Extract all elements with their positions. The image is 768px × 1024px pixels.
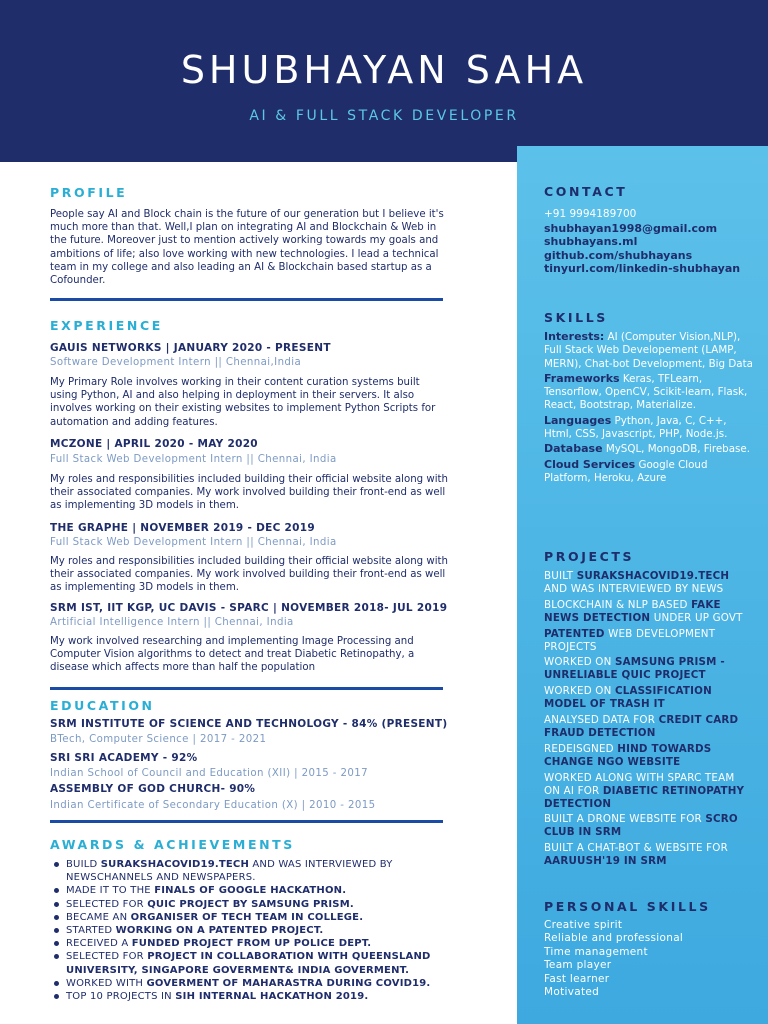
award-item: SELECTED FOR PROJECT IN COLLABORATION WITH QUEENSLAND UNIVERSITY, SINGAPORE GOVERMENT& INDIA GOVERMENT. xyxy=(50,950,450,976)
project-item: BUILT A CHAT-BOT & WEBSITE FOR AARUUSH'19 IN SRM xyxy=(544,842,728,868)
education-subtitle: Indian School of Council and Education (XII) | 2015 - 2017 xyxy=(50,768,368,779)
awards-heading: AWARDS & ACHIEVEMENTS xyxy=(50,837,295,852)
job-title: THE GRAPHE | NOVEMBER 2019 - DEC 2019 xyxy=(50,522,315,534)
job-title: GAUIS NETWORKS | JANUARY 2020 - PRESENT xyxy=(50,342,331,354)
job-description: My work involved researching and implementing Image Processing and Computer Vision algorithms to detect and treat Diabetic Retinopathy, a disease which affects more than half the population xyxy=(50,636,415,674)
divider xyxy=(50,298,443,301)
personal-skills-heading: PERSONAL SKILLS xyxy=(544,899,711,914)
profile-heading: PROFILE xyxy=(50,185,128,200)
profile-text: People say AI and Block chain is the future of our generation but I believe it's much more than that. Well,I plan on integrating AI and Blockchain & Web in the future. Moreover just to mention actively working towards my goals and ambitions of life; also love working with new technologies. I lead a technical team in my college and also leading an AI & Blockchain based startup as a Cofounder. xyxy=(50,209,444,287)
education-subtitle: Indian Certificate of Secondary Education (X) | 2010 - 2015 xyxy=(50,800,376,811)
projects-list xyxy=(544,570,754,871)
skills-heading: SKILLS xyxy=(544,310,608,325)
skill-group: Interests: AI (Computer Vision,NLP), Full Stack Web Developement (LAMP, MERN), Chat-bot Development, Big Data xyxy=(544,330,753,370)
personal-skill-item: Reliable and professional xyxy=(544,932,684,945)
contact-email[interactable]: shubhayan1998@gmail.com xyxy=(544,221,718,235)
skill-group: Frameworks Keras, TFLearn, Tensorflow, OpenCV, Scikit-learn, Flask, React, Bootstrap, Materialize. xyxy=(544,371,748,412)
job-title: MCZONE | APRIL 2020 - MAY 2020 xyxy=(50,438,258,450)
personal-skill-item: Team player xyxy=(544,959,612,972)
job-description: My Primary Role involves working in their content curation systems built using Python, AI and also helping in deployment in their servers. It also involves working on their existing websites to implement Python Scripts for automation and adding features. xyxy=(50,377,436,428)
job-title: SRM IST, IIT KGP, UC DAVIS - SPARC | NOVEMBER 2018- JUL 2019 xyxy=(50,602,448,614)
award-item: BECAME AN ORGANISER OF TECH TEAM IN COLLEGE. xyxy=(50,911,450,924)
personal-skills-list xyxy=(544,919,754,999)
personal-skill-item: Fast learner xyxy=(544,972,610,985)
award-item: RECEIVED A FUNDED PROJECT FROM UP POLICE DEPT. xyxy=(50,937,450,950)
award-item: WORKED WITH GOVERMENT OF MAHARASTRA DURING COVID19. xyxy=(50,977,450,990)
award-item: TOP 10 PROJECTS IN SIH INTERNAL HACKATHON 2019. xyxy=(50,990,450,1003)
personal-skill-item: Creative spirit xyxy=(544,919,623,931)
project-item: BLOCKCHAIN & NLP BASED FAKE NEWS DETECTION UNDER UP GOVT xyxy=(544,598,743,624)
contact-phone[interactable]: +91 9994189700 xyxy=(544,208,637,220)
award-item: STARTED WORKING ON A PATENTED PROJECT. xyxy=(50,924,450,937)
award-item: MADE IT TO THE FINALS OF GOOGLE HACKATHON. xyxy=(50,884,450,897)
project-item: BUILT A DRONE WEBSITE FOR SCRO CLUB IN SRM xyxy=(544,813,738,839)
skill-group: Cloud Services Google Cloud Platform, Heroku, Azure xyxy=(544,457,708,484)
job-description: My roles and responsibilities included building their official website along with their associated companies. My work involved building their front-end as well as implementing 3D models in them. xyxy=(50,556,448,594)
project-item: REDEISGNED HIND TOWARDS CHANGE NGO WEBSITE xyxy=(544,742,712,768)
resume-name: SHUBHAYAN SAHA xyxy=(180,48,588,92)
header-banner xyxy=(0,0,768,162)
education-title: SRI SRI ACADEMY - 92% xyxy=(50,752,198,764)
job-subtitle: Full Stack Web Development Intern || Chennai, India xyxy=(50,454,337,465)
contact-website[interactable]: shubhayans.ml xyxy=(544,235,638,248)
job-subtitle: Software Development Intern || Chennai,India xyxy=(50,357,302,368)
project-item: WORKED ALONG WITH SPARC TEAM ON AI FOR DIABETIC RETINOPATHY DETECTION xyxy=(544,771,745,810)
skill-group: Database MySQL, MongoDB, Firebase. xyxy=(544,442,751,456)
education-heading: EDUCATION xyxy=(50,698,155,713)
project-item: ANALYSED DATA FOR CREDIT CARD FRAUD DETECTION xyxy=(544,714,739,739)
job-subtitle: Artificial Intelligence Intern || Chennai, India xyxy=(50,617,294,628)
award-item: SELECTED FOR QUIC PROJECT BY SAMSUNG PRISM. xyxy=(50,898,450,911)
education-title: ASSEMBLY OF GOD CHURCH- 90% xyxy=(50,783,256,795)
resume-role: AI & FULL STACK DEVELOPER xyxy=(249,108,519,124)
project-item: WORKED ON SAMSUNG PRISM - UNRELIABLE QUIC PROJECT xyxy=(544,656,725,682)
divider xyxy=(50,820,443,823)
education-subtitle: BTech, Computer Science | 2017 - 2021 xyxy=(50,734,267,745)
project-item: BUILT SURAKSHACOVID19.TECH AND WAS INTERVIEWED BY NEWS xyxy=(544,570,730,595)
experience-heading: EXPERIENCE xyxy=(50,318,163,333)
project-item: WORKED ON CLASSIFICATION MODEL OF TRASH IT xyxy=(544,685,712,711)
awards-list xyxy=(50,858,450,1003)
personal-skill-item: Motivated xyxy=(544,986,600,999)
contact-list xyxy=(544,208,768,276)
education-title: SRM INSTITUTE OF SCIENCE AND TECHNOLOGY - 84% (PRESENT) xyxy=(50,718,448,730)
contact-heading: CONTACT xyxy=(544,184,628,199)
sidebar xyxy=(517,146,768,1024)
project-item: PATENTED WEB DEVELOPMENT PROJECTS xyxy=(544,627,716,653)
award-item: BUILD SURAKSHACOVID19.TECH AND WAS INTERVIEWED BY NEWSCHANNELS AND NEWSPAPERS. xyxy=(50,858,450,884)
skill-group: Languages Python, Java, C, C++, Html, CSS, Javascript, PHP, Node.js. xyxy=(544,413,728,441)
job-description: My roles and responsibilities included building their official website along with their associated companies. My work involved building their front-end as well as implementing 3D models in them. xyxy=(50,474,448,512)
skills-list xyxy=(544,330,754,486)
personal-skill-item: Time management xyxy=(544,945,648,958)
contact-linkedin[interactable]: tinyurl.com/linkedin-shubhayan xyxy=(544,262,741,275)
projects-heading: PROJECTS xyxy=(544,549,635,564)
divider xyxy=(50,687,443,690)
job-subtitle: Full Stack Web Development Intern || Chennai, India xyxy=(50,537,337,548)
contact-github[interactable]: github.com/shubhayans xyxy=(544,248,693,262)
